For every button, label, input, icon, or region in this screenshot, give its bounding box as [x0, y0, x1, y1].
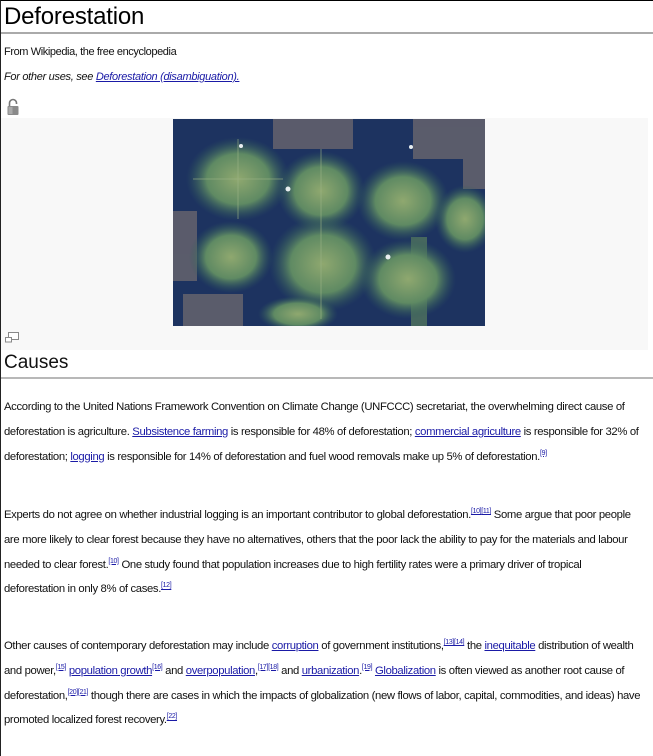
page-title: Deforestation	[4, 3, 145, 30]
link-corruption[interactable]: corruption	[271, 640, 319, 652]
paragraph-causes-2	[4, 503, 644, 602]
text: Some argue that poor people are more likely to clear forest because they have no alternatives, others that the poor lack the ability to pay for the materials and labour needed to clear forest.	[4, 509, 631, 571]
paragraph-causes-3	[4, 634, 644, 733]
link-urbanization[interactable]: urbanization	[301, 664, 360, 677]
disambiguation-link[interactable]: Deforestation (disambiguation).	[95, 71, 240, 83]
citation-ref[interactable]: [18]	[268, 664, 279, 672]
text: distribution of wealth and power,	[4, 640, 634, 677]
magnify-clip-icon[interactable]	[4, 331, 20, 343]
citation-ref[interactable]: [19]	[361, 664, 373, 672]
section-divider	[1, 377, 653, 379]
text: though there are cases in which the impacts of globalization (new flows of labor, capital, commodities, and ideas) have promoted localized forest recovery.	[4, 689, 641, 727]
text: ,	[254, 664, 258, 677]
paragraph-causes-1	[4, 395, 644, 469]
text: .	[359, 664, 362, 677]
link-population-growth[interactable]: population growth	[68, 664, 153, 677]
citation-ref[interactable]: [13]	[443, 639, 454, 647]
satellite-photo-graphic	[173, 119, 485, 326]
text: Other causes of contemporary deforestation may include	[4, 640, 272, 652]
hatnote	[4, 69, 239, 85]
padlock-icon	[6, 98, 20, 116]
link-globalization[interactable]: Globalization	[374, 664, 436, 677]
text: is often viewed as another root cause of deforestation,	[4, 664, 625, 702]
citation-ref[interactable]: [20]	[67, 688, 78, 696]
citation-ref[interactable]: [11]	[481, 508, 492, 516]
citation-ref[interactable]: [14]	[453, 639, 465, 647]
text: is responsible for 14% of deforestation and fuel wood removals make up 5% of deforestation.	[104, 450, 540, 463]
link-inequitable[interactable]: inequitable	[484, 640, 536, 652]
text: of government institutions,	[318, 640, 444, 652]
citation-ref[interactable]: [12]	[161, 582, 172, 590]
link-overpopulation[interactable]: overpopulation	[185, 664, 255, 677]
citation-ref[interactable]: [17]	[257, 664, 269, 672]
hatnote-prefix: For other uses, see	[4, 71, 96, 83]
section-heading-causes: Causes	[4, 352, 69, 373]
citation-ref[interactable]: [21]	[77, 688, 89, 696]
link-logging[interactable]: logging	[70, 450, 105, 463]
text: the	[464, 640, 485, 652]
text: and	[278, 664, 302, 677]
title-divider	[1, 32, 653, 34]
text: is responsible for 48% of deforestation;	[227, 425, 415, 438]
citation-ref[interactable]: [16]	[152, 664, 163, 672]
citation-ref[interactable]: [10]	[108, 557, 119, 565]
link-subsistence-farming[interactable]: Subsistence farming	[132, 425, 228, 438]
text: is responsible for 32% of deforestation;	[4, 425, 639, 463]
deforestation-satellite-image[interactable]	[173, 119, 485, 326]
text: One study found that population increases due to high fertility rates were a primary driver of tropical deforestation in only 8% of cases.	[4, 558, 582, 596]
text: Experts do not agree on whether industrial logging is an important contributor to global deforestation.	[4, 509, 471, 521]
citation-ref[interactable]: [22]	[166, 713, 178, 721]
citation-ref[interactable]: [15]	[55, 664, 67, 672]
text: According to the United Nations Framework Convention on Climate Change (UNFCCC) secretariat, the overwhelming direct cause of deforestation is agriculture.	[4, 401, 625, 438]
link-commercial-agriculture[interactable]: commercial agriculture	[414, 425, 521, 438]
tagline: From Wikipedia, the free encyclopedia	[4, 46, 177, 58]
citation-ref[interactable]: [9]	[539, 449, 547, 457]
text: and	[162, 664, 186, 677]
citation-ref[interactable]: [10]	[470, 508, 482, 516]
